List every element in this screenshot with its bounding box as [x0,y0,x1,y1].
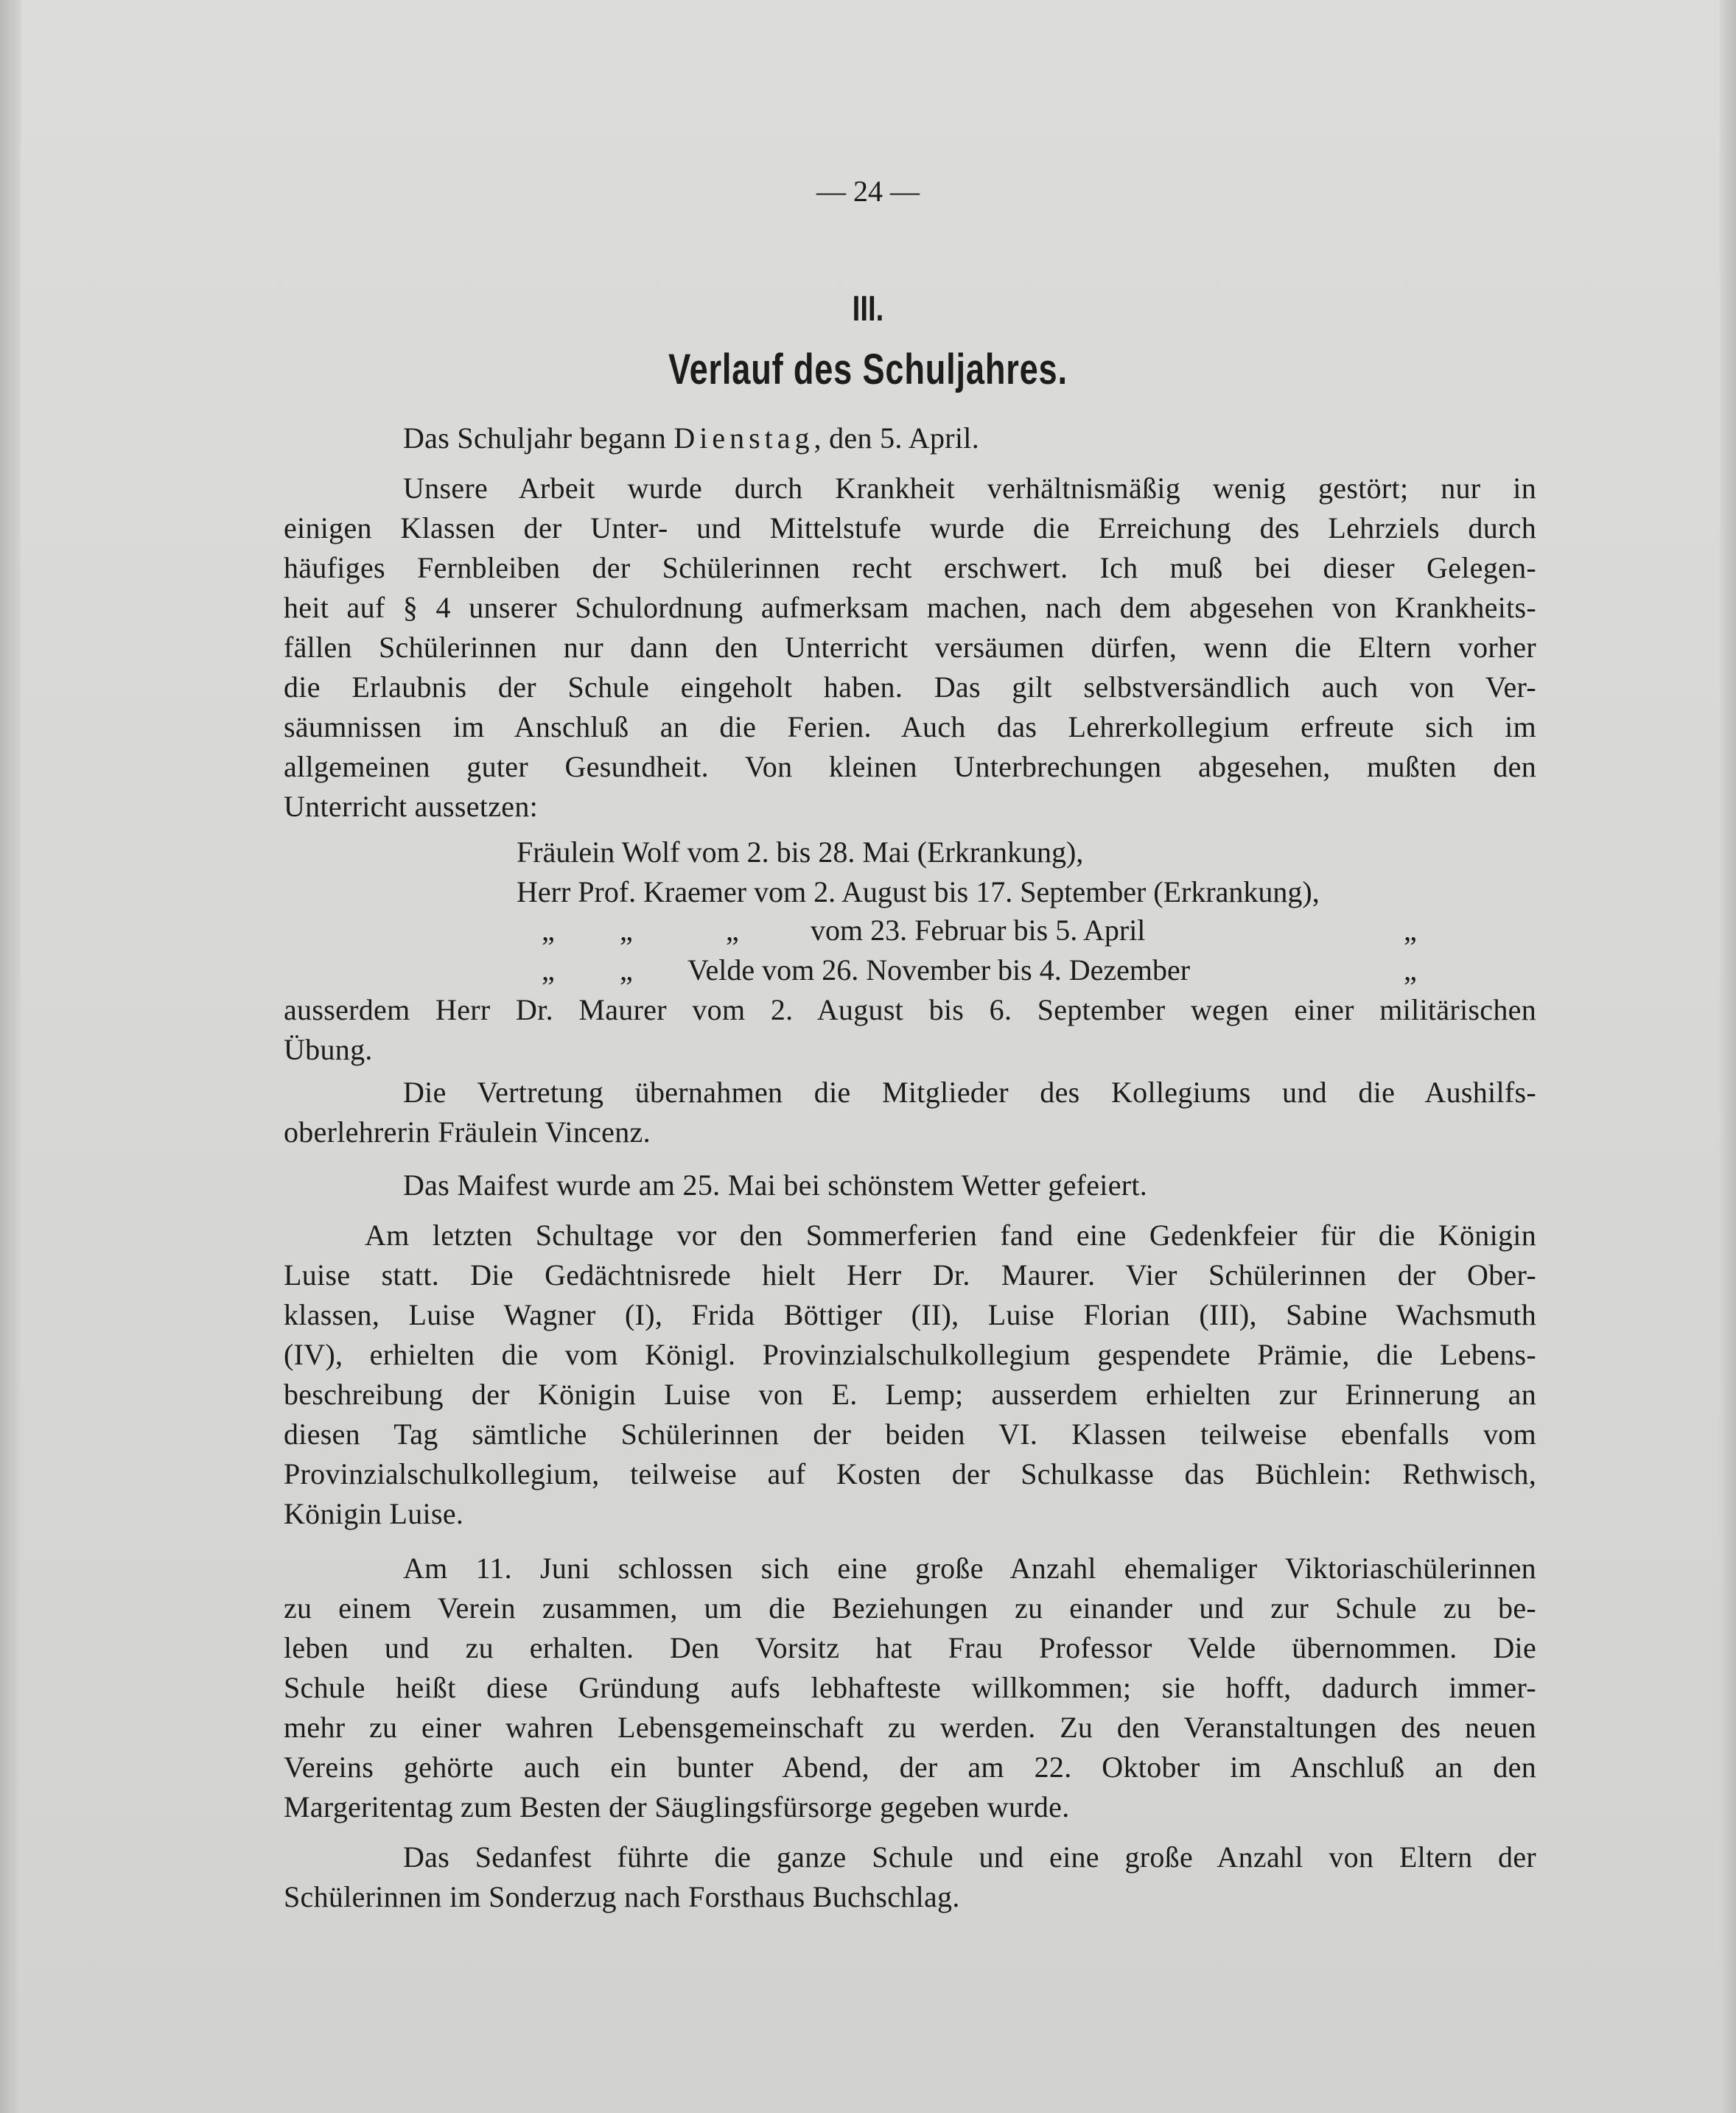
paragraph-line: allgemeinen guter Gesundheit. Von kleinen Unterbrechungen abgesehen, mußten den [284,750,1536,783]
paragraph-line [403,418,1536,458]
paragraph-line: leben und zu erhalten. Den Vorsitz hat Frau Professor Velde übernommen. Die [284,1631,1536,1664]
scan-edge-right [1720,0,1736,2113]
paragraph-line: heit auf § 4 unserer Schulordnung aufmerksam machen, nach dem abgesehen von Krankheits- [284,591,1536,624]
paragraph-line: Margeritentag zum Besten der Säuglingsfürsorge gegeben wurde. [284,1790,1070,1823]
absence-line: vom 23. Februar bis 5. April [811,914,1146,947]
paragraph-line: zu einem Verein zusammen, um die Beziehungen zu einander und zur Schule zu be- [284,1591,1536,1625]
paragraph-line: Unsere Arbeit wurde durch Krankheit verhältnismäßig wenig gestört; nur in [403,472,1536,505]
ditto-mark: „ [1404,953,1417,987]
paragraph-line: säumnissen im Anschluß an die Ferien. Auch das Lehrerkollegium erfreute sich im [284,710,1536,743]
ditto-mark: „ [1404,914,1417,947]
paragraph-line: Das Sedanfest führte die ganze Schule und eine große Anzahl von Eltern der [403,1840,1536,1874]
paragraph-line: Luise statt. Die Gedächtnisrede hielt Herr Dr. Maurer. Vier Schülerinnen der Ober- [284,1258,1536,1292]
paragraph-line: oberlehrerin Fräulein Vincenz. [284,1115,651,1149]
page-number: — 24 — [816,175,920,208]
absence-line: Herr Prof. Kraemer vom 2. August bis 17. September (Erkrankung), [517,875,1320,908]
paragraph-line: einigen Klassen der Unter- und Mittelstufe wurde die Erreichung des Lehrziels durch [284,511,1536,544]
section-number: III. [852,290,884,329]
paragraph-line: Unterricht aussetzen: [284,790,539,823]
page-title: Verlauf des Schuljahres. [668,346,1068,393]
paragraph-line: ausserdem Herr Dr. Maurer vom 2. August bis 6. September wegen einer militärischen [284,993,1536,1026]
paragraph-line: fällen Schülerinnen nur dann den Unterricht versäumen dürfen, wenn die Eltern vorher [284,631,1536,664]
paragraph-line: Am letzten Schultage vor den Sommerferien fand eine Gedenkfeier für die Königin [365,1219,1536,1252]
paragraph-line: Schülerinnen im Sonderzug nach Forsthaus Buchschlag. [284,1880,960,1913]
paragraph-line: Das Maifest wurde am 25. Mai bei schönstem Wetter gefeiert. [403,1168,1148,1202]
absence-line: Fräulein Wolf vom 2. bis 28. Mai (Erkrankung), [517,835,1084,869]
paragraph-line: häufiges Fernbleiben der Schülerinnen recht erschwert. Ich muß bei dieser Gelegen- [284,551,1536,584]
paragraph-line: die Erlaubnis der Schule eingeholt haben. Das gilt selbstversändlich auch von Ver- [284,670,1536,704]
ditto-mark: „ [726,914,739,947]
paragraph-line: Übung. [284,1033,373,1066]
paragraph-line: Am 11. Juni schlossen sich eine große Anzahl ehemaliger Viktoriaschülerinnen [403,1552,1536,1585]
paragraph-line: beschreibung der Königin Luise von E. Lemp; ausserdem erhielten zur Erinnerung an [284,1378,1536,1411]
ditto-mark: „ [620,953,633,987]
paragraph-line: mehr zu einer wahren Lebensgemeinschaft zu werden. Zu den Veranstaltungen des neuen [284,1711,1536,1744]
ditto-mark: „ [542,953,555,987]
text-run: Das Schuljahr begann [403,421,674,455]
paragraph-line: Vereins gehörte auch ein bunter Abend, der am 22. Oktober im Anschluß an den [284,1751,1536,1784]
paragraph-line: Königin Luise. [284,1497,464,1530]
paragraph-line: diesen Tag sämtliche Schülerinnen der beiden VI. Klassen teilweise ebenfalls vom [284,1418,1536,1451]
spaced-word: Dienstag [673,421,814,455]
paragraph-line: Die Vertretung übernahmen die Mitglieder des Kollegiums und die Aushilfs- [403,1076,1536,1109]
absence-line: Velde vom 26. November bis 4. Dezember [687,953,1191,987]
ditto-mark: „ [542,914,555,947]
paragraph-line: klassen, Luise Wagner (I), Frida Böttiger (II), Luise Florian (III), Sabine Wachsmuth [284,1298,1536,1331]
ditto-mark: „ [620,914,633,947]
paragraph-line: Schule heißt diese Gründung aufs lebhafteste willkommen; sie hofft, dadurch immer- [284,1671,1536,1704]
paragraph-line: Provinzialschulkollegium, teilweise auf Kosten der Schulkasse das Büchlein: Rethwisch, [284,1457,1536,1490]
scan-edge-left [0,0,21,2113]
text-run: , den 5. April. [813,421,979,455]
paragraph-line: (IV), erhielten die vom Königl. Provinzialschulkollegium gespendete Prämie, die Lebens- [284,1338,1536,1371]
